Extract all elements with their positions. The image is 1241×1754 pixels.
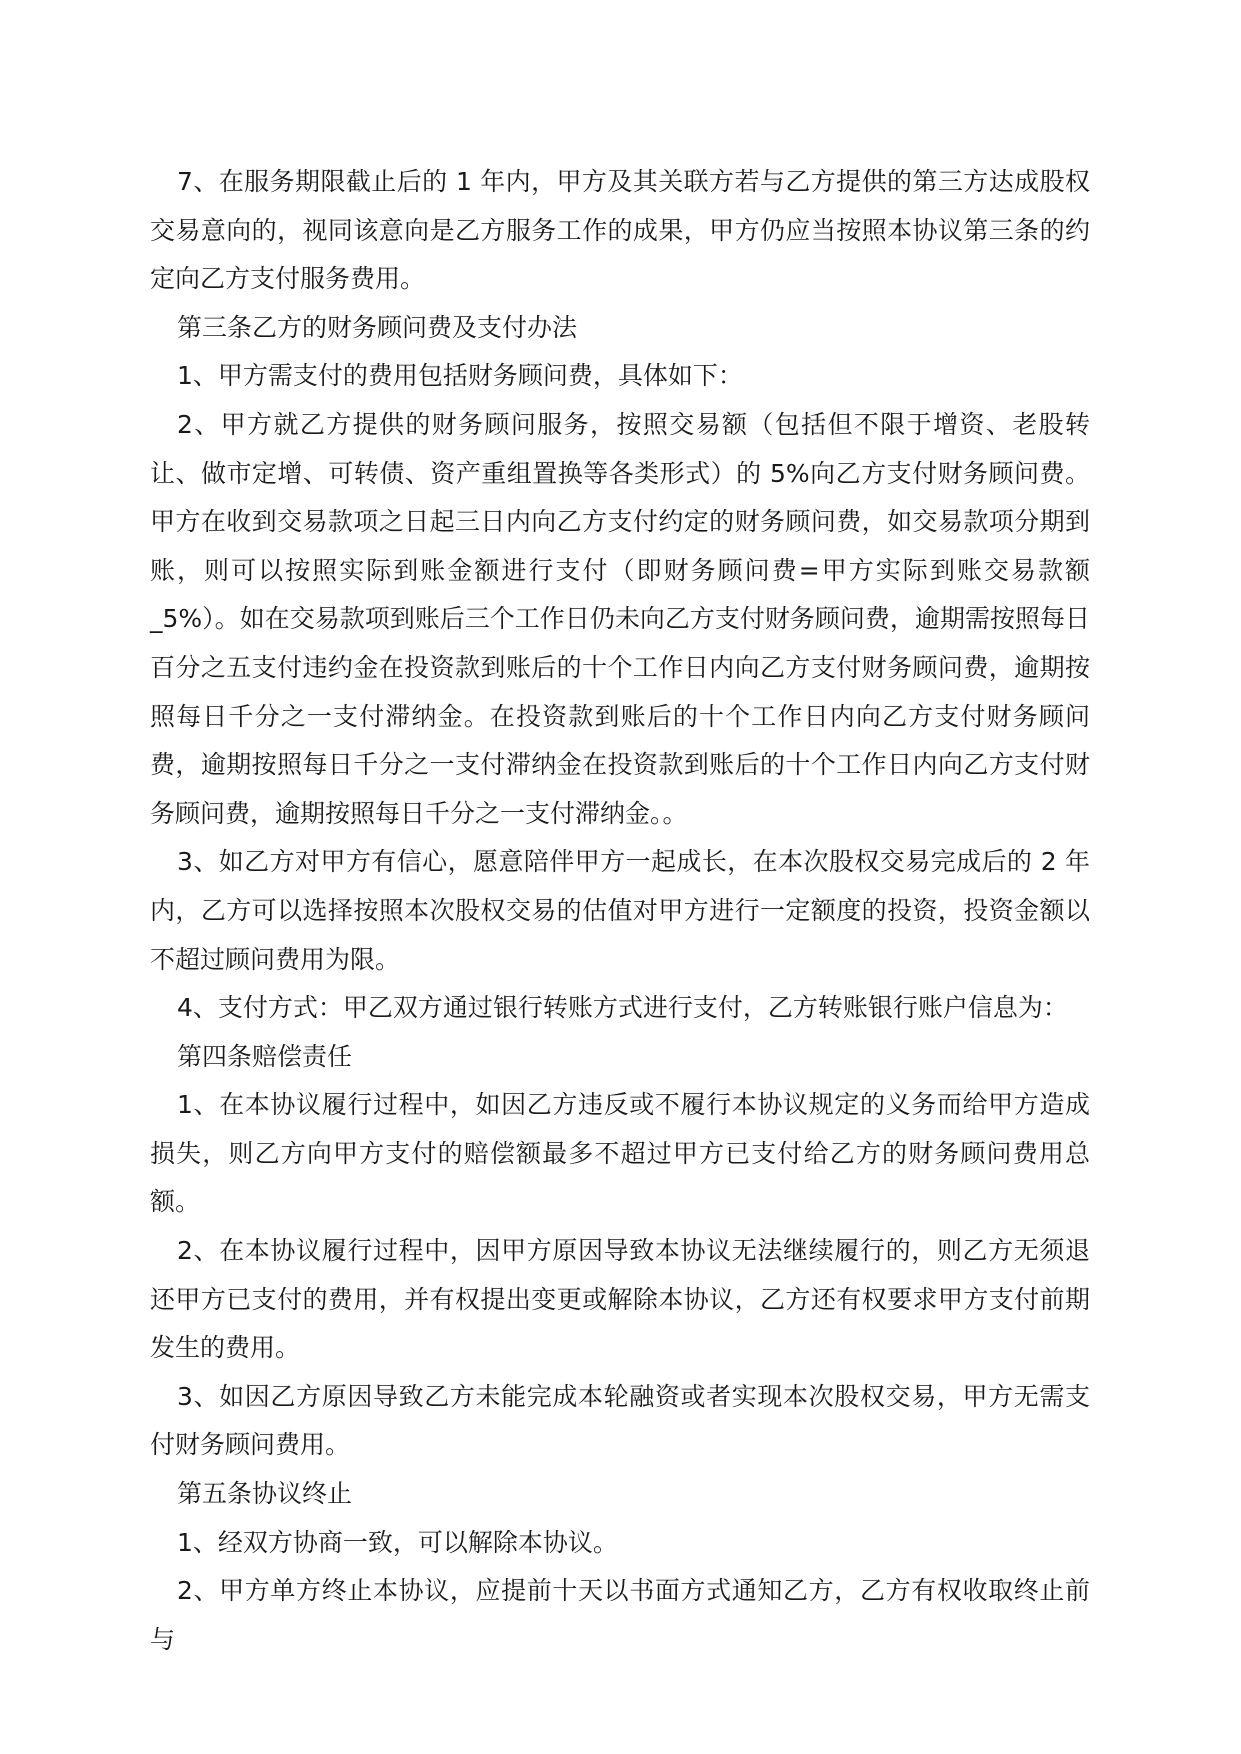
section-heading-article-3: 第三条乙方的财务顾问费及支付办法 (177, 312, 578, 342)
document-body (150, 158, 1090, 1664)
paragraph-clause-2-7: 7、在服务期限截止后的 1 年内，甲方及其关联方若与乙方提供的第三方达成股权交易意向的，视同该意向是乙方服务工作的成果，甲方仍应当按照本协议第三条的约定向乙方支付服务费用。 (150, 167, 1090, 294)
paragraph-clause-4-2: 2、在本协议履行过程中，因甲方原因导致本协议无法继续履行的，则乙方无须退还甲方已支付的费用，并有权提出变更或解除本协议，乙方还有权要求甲方支付前期发生的费用。 (150, 1236, 1090, 1363)
paragraph-clause-3-3: 3、如乙方对甲方有信心，愿意陪伴甲方一起成长，在本次股权交易完成后的 2 年内，乙方可以选择按照本次股权交易的估值对甲方进行一定额度的投资，投资金额以不超过顾问费用为限。 (150, 847, 1090, 974)
paragraph-clause-5-2: 2、甲方单方终止本协议，应提前十天以书面方式通知乙方，乙方有权收取终止前与 (150, 1576, 1090, 1654)
paragraph-clause-3-1: 1、甲方需支付的费用包括财务顾问费，具体如下： (177, 361, 743, 391)
section-heading-article-4: 第四条赔偿责任 (177, 1041, 353, 1071)
section-heading-article-5: 第五条协议终止 (177, 1479, 353, 1509)
paragraph-clause-3-2: 2、甲方就乙方提供的财务顾问服务，按照交易额（包括但不限于增资、老股转让、做市定增、可转债、资产重组置换等各类形式）的 5%向乙方支付财务顾问费。甲方在收到交易款项之日起三日内向乙方支付约定的财务顾问费，如交易款项分期到账，则可以按照实际到账金额进行支付（即财务顾问费=甲方实际到账交易款额_5%）。如在交易款项到账后三个工作日仍未向乙方支付财务顾问费，逾期需按照每日百分之五支付违约金在投资款到账后的十个工作日内向乙方支付财务顾问费，逾期按照每日千分之一支付滞纳金。在投资款到账后的十个工作日内向乙方支付财务顾问费，逾期按照每日千分之一支付滞纳金在投资款到账后的十个工作日内向乙方支付财务顾问费，逾期按照每日千分之一支付滞纳金。。 (150, 409, 1090, 828)
paragraph-clause-5-1: 1、经双方协商一致，可以解除本协议。 (177, 1527, 618, 1557)
paragraph-clause-4-3: 3、如因乙方原因导致乙方未能完成本轮融资或者实现本次股权交易，甲方无需支付财务顾问费用。 (150, 1381, 1090, 1460)
paragraph-clause-4-1: 1、在本协议履行过程中，如因乙方违反或不履行本协议规定的义务而给甲方造成损失，则乙方向甲方支付的赔偿额最多不超过甲方已支付给乙方的财务顾问费用总额。 (150, 1090, 1090, 1217)
paragraph-clause-3-4: 4、支付方式：甲乙双方通过银行转账方式进行支付，乙方转账银行账户信息为： (177, 993, 1068, 1023)
